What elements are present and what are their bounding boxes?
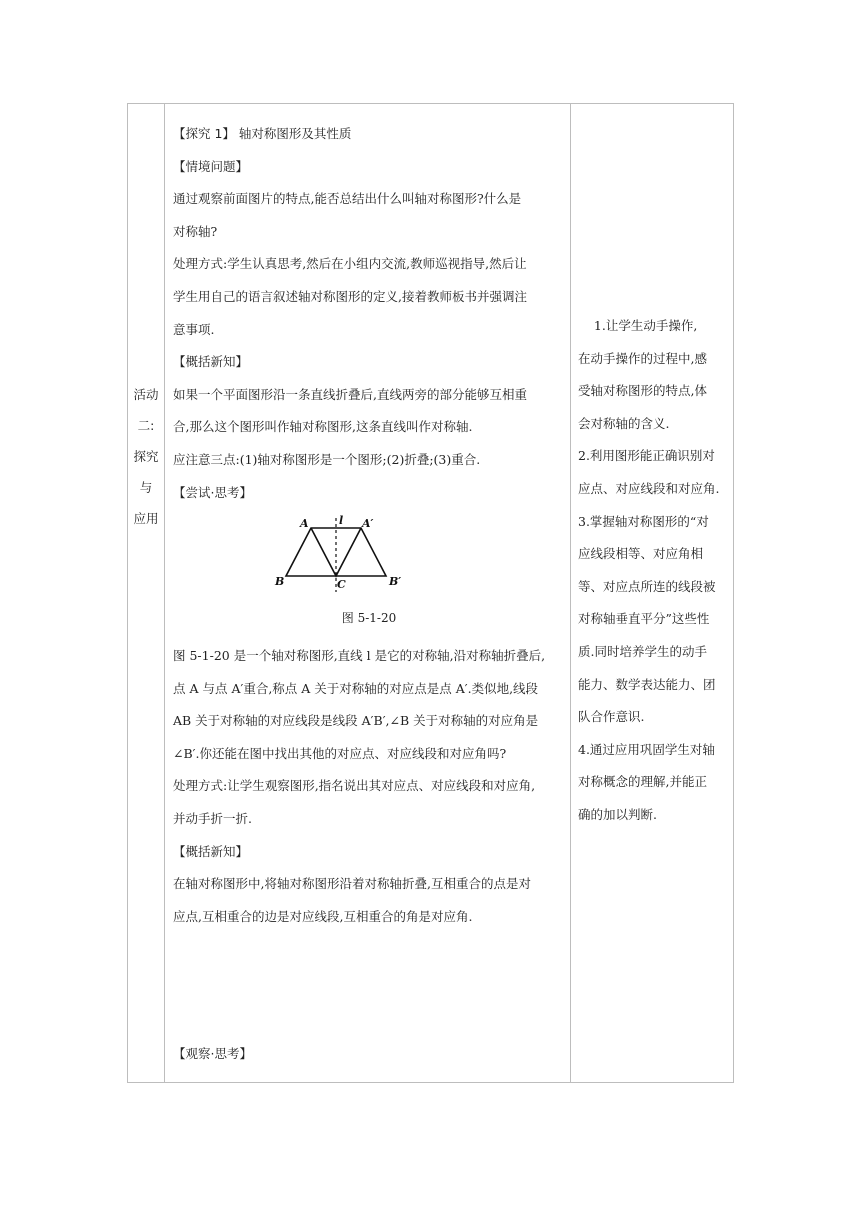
paragraph-line: 合,那么这个图形叫作轴对称图形,这条直线叫作对称轴. (173, 419, 473, 435)
activity-label (128, 379, 164, 534)
objective-line: 对称轴垂直平分”这些性 (578, 611, 710, 627)
objective-line: 能力、数学表达能力、团 (578, 676, 716, 692)
paragraph-line: 对称轴? (173, 223, 218, 239)
objectives-column (578, 310, 728, 832)
paragraph-line: 图 5-1-20 是一个轴对称图形,直线 l 是它的对称轴,沿对称轴折叠后, (173, 648, 546, 663)
paragraph-line: AB 关于对称轴的对应线段是线段 A′B′,∠B 关于对称轴的对应角是 (173, 713, 539, 729)
label-a: A (300, 517, 309, 530)
column-divider (570, 104, 571, 1082)
objective-line: 应点、对应线段和对应角. (578, 480, 720, 496)
activity-label-line: 活动 (133, 387, 159, 402)
subheading: 【尝试·思考】 (173, 484, 252, 500)
section-heading: 【探究 1】 轴对称图形及其性质 (173, 126, 352, 141)
paragraph-line: 应点,互相重合的边是对应线段,互相重合的角是对应角. (173, 908, 473, 924)
activity-label-line: 探究 (133, 449, 159, 464)
objective-line: 3.掌握轴对称图形的“对 (578, 513, 709, 529)
objective-line: 2.利用图形能正确识别对 (578, 448, 715, 464)
label-b: B (275, 575, 285, 588)
paragraph-line: 应注意三点:(1)轴对称图形是一个图形;(2)折叠;(3)重合. (173, 451, 481, 467)
label-b-prime: B′ (389, 575, 402, 588)
figure-caption: 图 5-1-20 (341, 611, 397, 625)
symmetry-figure (251, 514, 421, 596)
objective-line: 确的加以判断. (578, 806, 657, 822)
activity-label-line: 与 (139, 480, 153, 495)
objective-line: 等、对应点所连的线段被 (578, 578, 716, 594)
content-column-bottom (173, 640, 565, 933)
paragraph-line: 如果一个平面图形沿一条直线折叠后,直线两旁的部分能够互相重 (173, 386, 527, 402)
paragraph-line: 通过观察前面图片的特点,能否总结出什么叫轴对称图形?什么是 (173, 191, 522, 207)
paragraph-line: 并动手折一折. (173, 810, 252, 826)
objective-line: 队合作意识. (578, 709, 645, 725)
paragraph-line: 学生用自己的语言叙述轴对称图形的定义,接着教师板书并强调注 (173, 288, 527, 304)
label-c: C (337, 578, 346, 591)
content-column-top (173, 118, 565, 509)
objective-line: 应线段相等、对应角相 (578, 546, 704, 562)
objective-line: 对称概念的理解,并能正 (578, 774, 707, 790)
objective-line: 受轴对称图形的特点,体 (578, 383, 707, 399)
subheading: 【概括新知】 (173, 354, 249, 370)
subheading: 【情境问题】 (173, 158, 249, 174)
objective-line: 4.通过应用巩固学生对轴 (578, 741, 715, 757)
label-l: l (339, 514, 344, 527)
objective-line: 在动手操作的过程中,感 (578, 350, 707, 366)
objective-line: 质.同时培养学生的动手 (578, 643, 707, 659)
objective-line: 1.让学生动手操作, (578, 318, 698, 333)
objective-line: 会对称轴的含义. (578, 415, 670, 431)
paragraph-line: 意事项. (173, 321, 215, 337)
paragraph-line: 处理方式:学生认真思考,然后在小组内交流,教师巡视指导,然后让 (173, 256, 527, 272)
subheading-observe-think: 【观察·思考】 (173, 1046, 252, 1061)
column-divider (164, 104, 165, 1082)
paragraph-line: 处理方式:让学生观察图形,指名说出其对应点、对应线段和对应角, (173, 778, 536, 794)
paragraph-line: ∠B′.你还能在图中找出其他的对应点、对应线段和对应角吗? (173, 745, 507, 761)
activity-label-line: 二: (137, 418, 155, 433)
activity-label-line: 应用 (133, 511, 159, 526)
activity-label-column (128, 104, 164, 1082)
paragraph-line: 点 A 与点 A′重合,称点 A 关于对称轴的对应点是点 A′.类似地,线段 (173, 680, 539, 696)
label-a-prime: A′ (362, 517, 374, 530)
paragraph-line: 在轴对称图形中,将轴对称图形沿着对称轴折叠,互相重合的点是对 (173, 876, 531, 892)
subheading: 【概括新知】 (173, 843, 249, 859)
lesson-table (127, 103, 734, 1083)
